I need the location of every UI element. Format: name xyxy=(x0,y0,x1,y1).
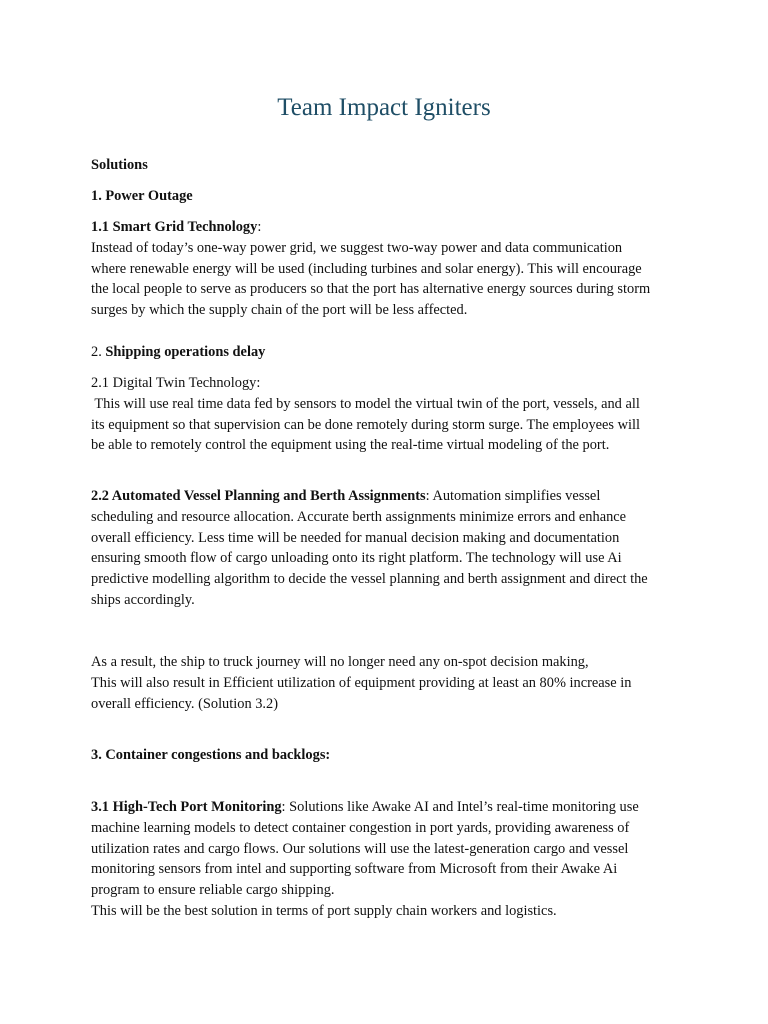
section-3-1-title-line xyxy=(91,797,691,818)
section-1-heading-text: 1. Power Outage xyxy=(91,188,193,204)
paragraph-line: ships accordingly. xyxy=(91,591,195,608)
paragraph-line: This will be the best solution in terms of port supply chain workers and logistics. xyxy=(91,902,557,919)
paragraph-line-rest: : Automation simplifies vessel xyxy=(425,488,601,504)
paragraph-line: program to ensure reliable cargo shipping. xyxy=(91,882,335,899)
solutions-heading-text: Solutions xyxy=(91,157,148,173)
section-3-1-title: 3.1 High-Tech Port Monitoring xyxy=(91,799,282,815)
paragraph-line: be able to remotely control the equipment using the real-time virtual modeling of the port. xyxy=(91,437,610,454)
section-2-heading xyxy=(91,342,691,363)
section-1-heading xyxy=(91,186,691,207)
result-paragraph xyxy=(91,652,691,714)
paragraph-line: Instead of today’s one-way power grid, we suggest two-way power and data communication xyxy=(91,239,623,256)
paragraph-line: utilization rates and cargo flows. Our solutions will use the latest-generation cargo and vessel xyxy=(91,840,629,857)
paragraph-line-rest: : Solutions like Awake AI and Intel’s real-time monitoring use xyxy=(281,799,639,815)
paragraph-line: This will use real time data fed by sensors to model the virtual twin of the port, vessels, and all xyxy=(91,395,640,412)
section-3-heading xyxy=(91,745,691,766)
paragraph-line: As a result, the ship to truck journey will no longer need any on-spot decision making, xyxy=(91,654,589,670)
document-title: Team Impact Igniters xyxy=(277,94,491,121)
paragraph-line: monitoring sensors from intel and supporting software from Microsoft from their Awake Ai xyxy=(91,861,618,878)
paragraph-line: overall efficiency. (Solution 3.2) xyxy=(91,695,279,712)
section-2-heading-number: 2. xyxy=(91,344,106,360)
paragraph-line: its equipment so that supervision can be done remotely during storm surge. The employees will xyxy=(91,416,641,433)
paragraph-line: surges by which the supply chain of the port will be less affected. xyxy=(91,302,468,319)
paragraph-line: where renewable energy will be used (including turbines and solar energy). This will encourage xyxy=(91,260,642,277)
section-1-1-paragraph xyxy=(91,217,691,321)
section-2-2-title: 2.2 Automated Vessel Planning and Berth Assignments xyxy=(91,488,426,504)
section-3-1-paragraph xyxy=(91,797,691,922)
paragraph-line: predictive modelling algorithm to decide the vessel planning and berth assignment and direct the xyxy=(91,571,648,588)
section-1-1-title: 1.1 Smart Grid Technology xyxy=(91,219,258,235)
paragraph-line: ensuring smooth flow of cargo unloading onto its right platform. The technology will use Ai xyxy=(91,550,622,567)
paragraph-line: scheduling and resource allocation. Accurate berth assignments minimize errors and enhance xyxy=(91,508,627,525)
paragraph-line: overall efficiency. Less time will be needed for manual decision making and documentation xyxy=(91,529,620,546)
section-1-1-title-colon: : xyxy=(257,219,262,235)
section-3-heading-text: 3. Container congestions and backlogs: xyxy=(91,747,331,763)
section-2-2-title-line xyxy=(91,486,691,507)
paragraph-line: This will also result in Efficient utilization of equipment providing at least an 80% increase in xyxy=(91,674,632,691)
section-2-1-paragraph xyxy=(91,373,691,456)
section-2-1-title: 2.1 Digital Twin Technology: xyxy=(91,375,261,391)
section-1-1-title-line xyxy=(91,217,691,238)
section-2-heading-text: Shipping operations delay xyxy=(105,344,266,360)
section-2-2-paragraph xyxy=(91,486,691,611)
paragraph-line: the local people to serve as producers so that the port has alternative energy sources during storm xyxy=(91,281,651,298)
solutions-heading xyxy=(91,155,691,176)
paragraph-line: machine learning models to detect container congestion in port yards, providing awareness of xyxy=(91,819,630,836)
